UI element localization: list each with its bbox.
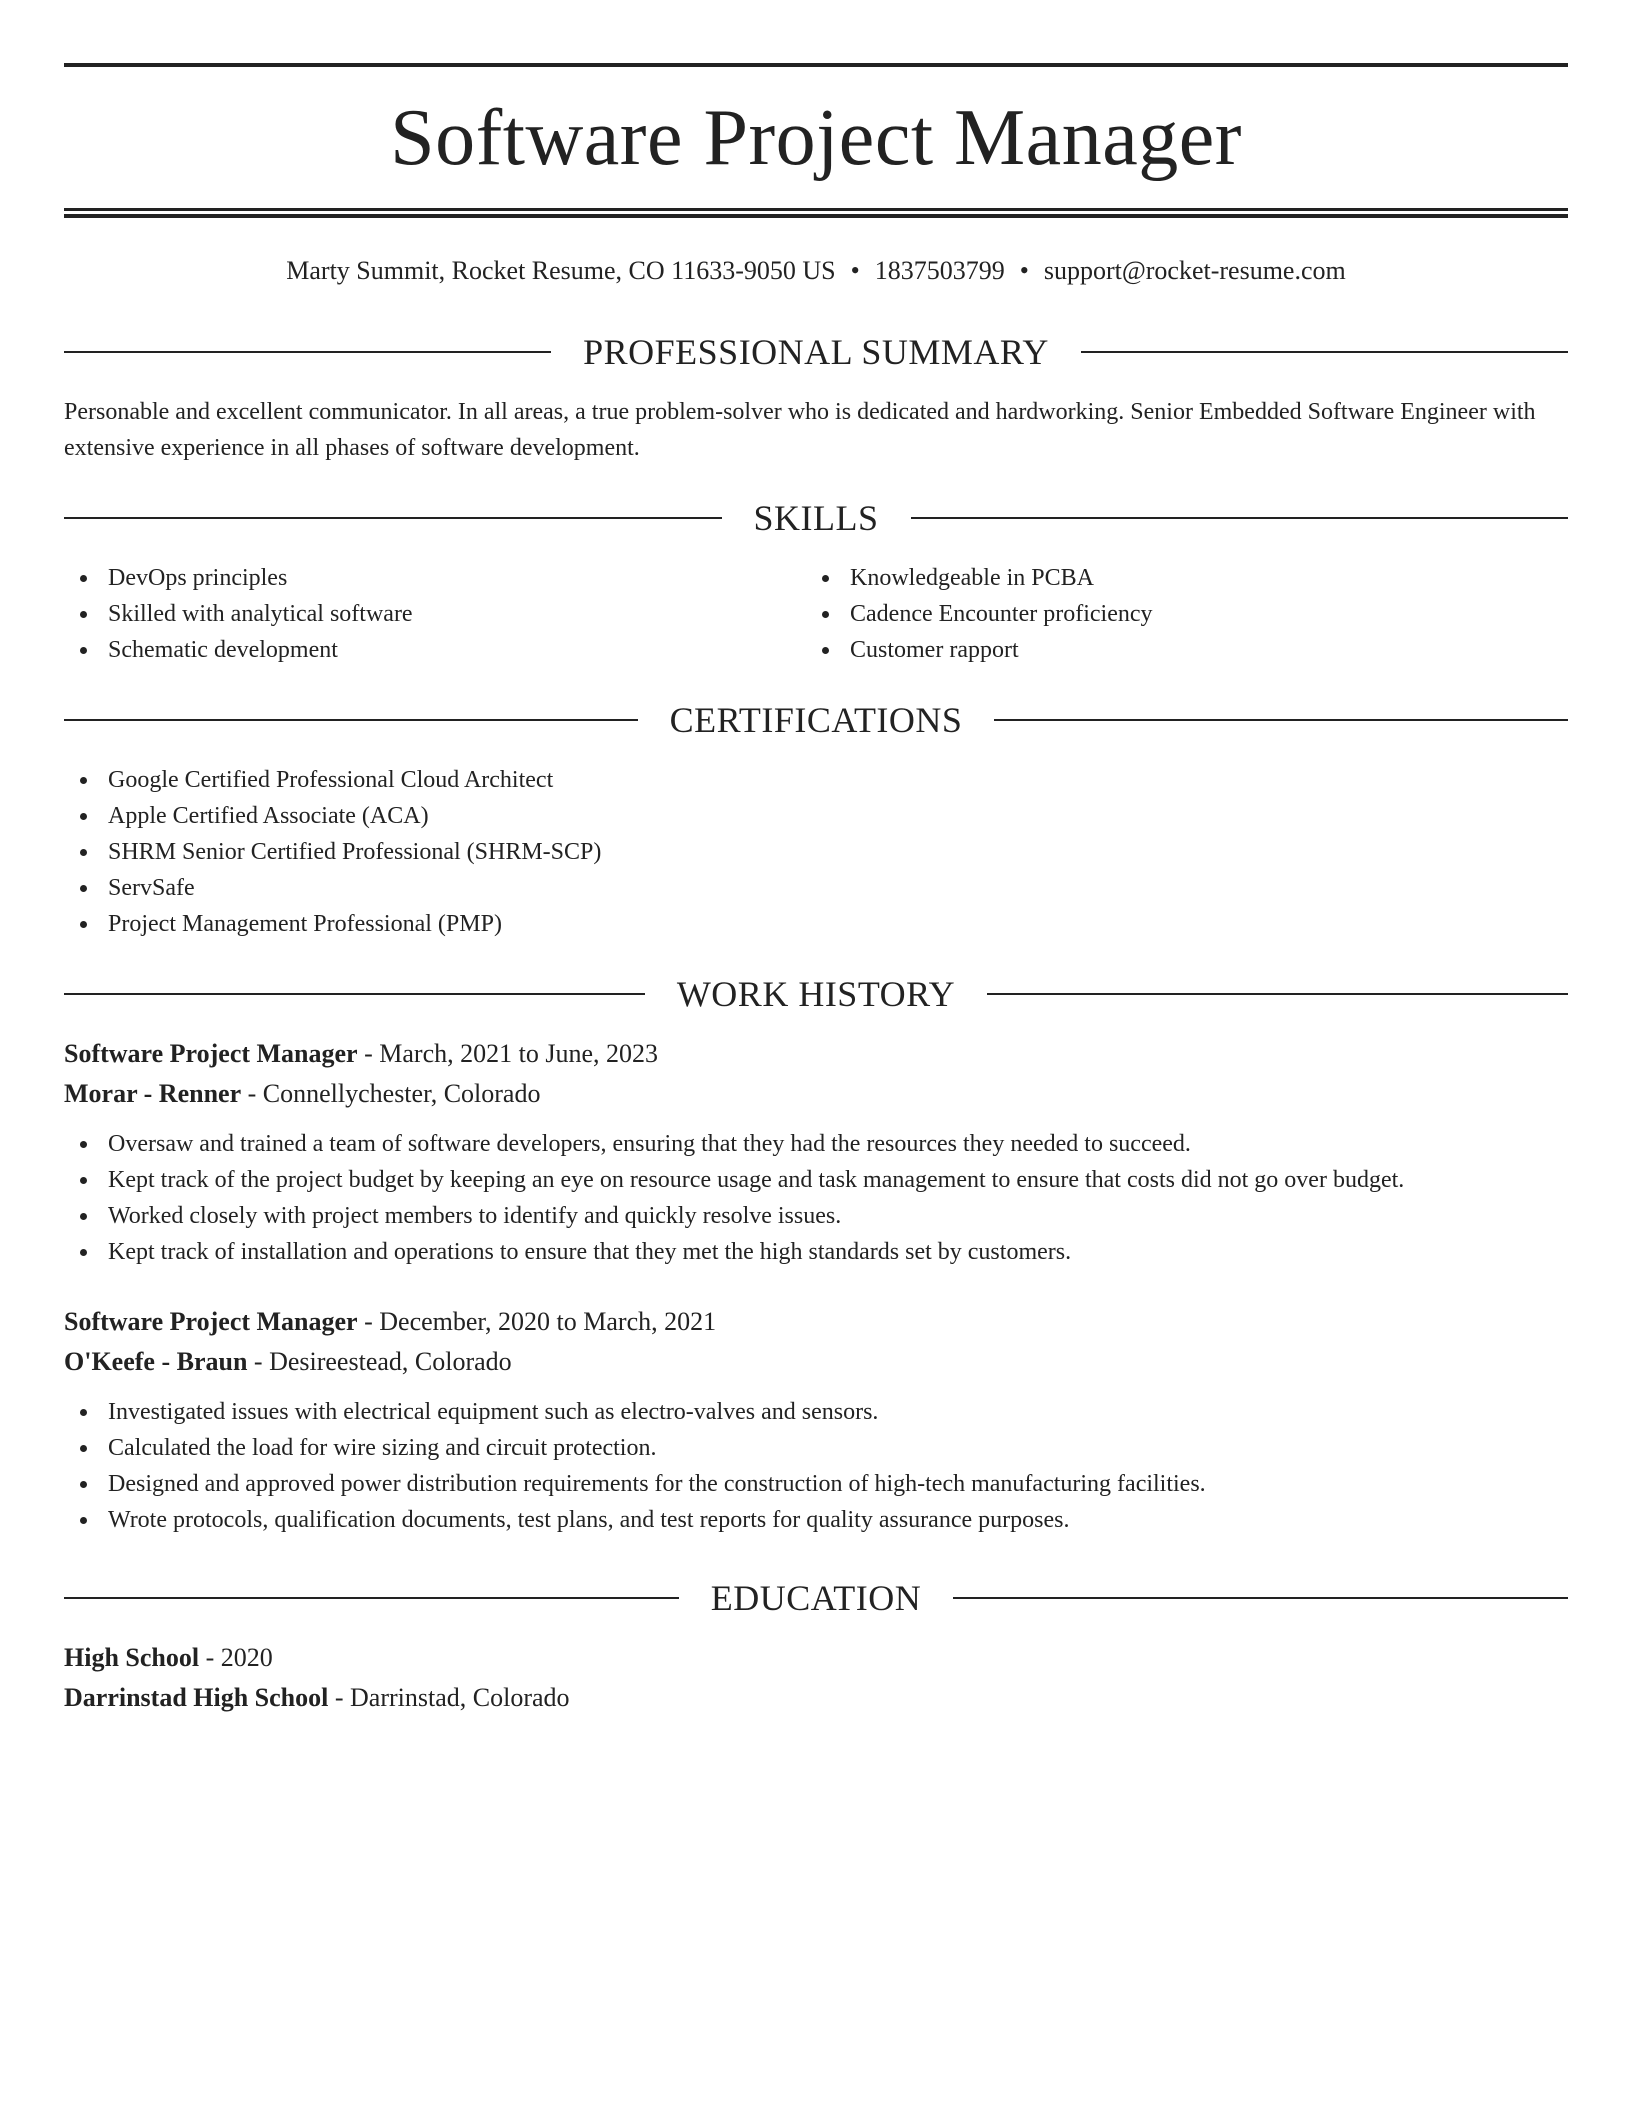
job-location: - Connellychester, Colorado xyxy=(241,1079,541,1108)
certifications-section xyxy=(64,698,1568,942)
title-double-rule xyxy=(64,208,1568,218)
job-duties-list xyxy=(64,1394,1568,1538)
job-duty: Kept track of the project budget by keeping an eye on resource usage and task management to ensure that costs did not go over budget. xyxy=(64,1162,1568,1198)
job-company-line xyxy=(64,1342,1568,1382)
education-degree: High School xyxy=(64,1643,200,1672)
education-school-line xyxy=(64,1678,1568,1718)
certification-item: Project Management Professional (PMP) xyxy=(64,906,1568,942)
top-rule xyxy=(64,63,1568,67)
job-duty: Wrote protocols, qualification documents, test plans, and test reports for quality assurance purposes. xyxy=(64,1502,1568,1538)
job-location: - Desireestead, Colorado xyxy=(247,1347,512,1376)
education-section xyxy=(64,1576,1568,1718)
skill-item: Customer rapport xyxy=(806,632,1548,668)
education-location: - Darrinstad, Colorado xyxy=(328,1683,570,1712)
heading-rule xyxy=(1081,351,1568,353)
job-title: Software Project Manager xyxy=(64,1307,358,1336)
skill-item: Schematic development xyxy=(64,632,806,668)
job-company-line xyxy=(64,1074,1568,1114)
job-company: Morar - Renner xyxy=(64,1079,242,1108)
job-dates: - December, 2020 to March, 2021 xyxy=(357,1307,717,1336)
job-duty: Investigated issues with electrical equipment such as electro-valves and sensors. xyxy=(64,1394,1568,1430)
heading-rule xyxy=(994,719,1568,721)
skills-grid xyxy=(64,560,1568,668)
job-duty: Calculated the load for wire sizing and circuit protection. xyxy=(64,1430,1568,1466)
heading-rule xyxy=(953,1597,1568,1599)
heading-rule xyxy=(64,517,722,519)
education-degree-line xyxy=(64,1638,1568,1678)
certification-item: Apple Certified Associate (ACA) xyxy=(64,798,1568,834)
section-heading xyxy=(64,496,1568,540)
skills-list-left xyxy=(64,560,806,668)
job-title-line xyxy=(64,1034,1568,1074)
summary-heading: PROFESSIONAL SUMMARY xyxy=(583,332,1049,372)
job-duty: Worked closely with project members to identify and quickly resolve issues. xyxy=(64,1198,1568,1234)
section-heading xyxy=(64,972,1568,1016)
job-duty: Kept track of installation and operations to ensure that they met the high standards set by customers. xyxy=(64,1234,1568,1270)
job-entry xyxy=(64,1034,1568,1270)
heading-rule xyxy=(64,1597,679,1599)
contact-separator: • xyxy=(850,256,860,285)
page-title: Software Project Manager xyxy=(390,94,1242,182)
job-title: Software Project Manager xyxy=(64,1039,358,1068)
certifications-list xyxy=(64,762,1568,942)
summary-section xyxy=(64,330,1568,466)
skill-item: Cadence Encounter proficiency xyxy=(806,596,1548,632)
skill-item: Knowledgeable in PCBA xyxy=(806,560,1548,596)
skills-heading: SKILLS xyxy=(753,498,879,538)
skills-list-right xyxy=(806,560,1548,668)
heading-rule xyxy=(64,993,645,995)
skill-item: Skilled with analytical software xyxy=(64,596,806,632)
certification-item: ServSafe xyxy=(64,870,1568,906)
contact-line xyxy=(64,253,1568,289)
job-company: O'Keefe - Braun xyxy=(64,1347,248,1376)
work-history-heading: WORK HISTORY xyxy=(676,974,956,1014)
contact-separator: • xyxy=(1019,256,1029,285)
job-duty: Designed and approved power distribution requirements for the construction of high-tech manufacturing facilities. xyxy=(64,1466,1568,1502)
job-title-line xyxy=(64,1302,1568,1342)
section-heading xyxy=(64,330,1568,374)
education-school: Darrinstad High School xyxy=(64,1683,329,1712)
certification-item: Google Certified Professional Cloud Architect xyxy=(64,762,1568,798)
contact-email: support@rocket-resume.com xyxy=(1043,256,1346,285)
summary-text: Personable and excellent communicator. In all areas, a true problem-solver who is dedicated and hardworking. Senior Embedded Software Engineer with extensive experience in all phases of software development. xyxy=(64,399,1536,461)
job-dates: - March, 2021 to June, 2023 xyxy=(357,1039,658,1068)
skills-section xyxy=(64,496,1568,668)
section-heading xyxy=(64,698,1568,742)
heading-rule xyxy=(911,517,1569,519)
contact-phone: 1837503799 xyxy=(874,256,1005,285)
certification-item: SHRM Senior Certified Professional (SHRM-SCP) xyxy=(64,834,1568,870)
job-entry xyxy=(64,1302,1568,1538)
skill-item: DevOps principles xyxy=(64,560,806,596)
contact-address: Marty Summit, Rocket Resume, CO 11633-9050 US xyxy=(286,256,836,285)
education-year: - 2020 xyxy=(199,1643,273,1672)
job-duties-list xyxy=(64,1126,1568,1270)
work-history-section xyxy=(64,972,1568,1538)
heading-rule xyxy=(64,719,638,721)
heading-rule xyxy=(987,993,1568,995)
section-heading xyxy=(64,1576,1568,1620)
heading-rule xyxy=(64,351,551,353)
job-duty: Oversaw and trained a team of software developers, ensuring that they had the resources they needed to succeed. xyxy=(64,1126,1568,1162)
education-entry xyxy=(64,1638,1568,1718)
certifications-heading: CERTIFICATIONS xyxy=(669,700,963,740)
education-heading: EDUCATION xyxy=(710,1578,922,1618)
